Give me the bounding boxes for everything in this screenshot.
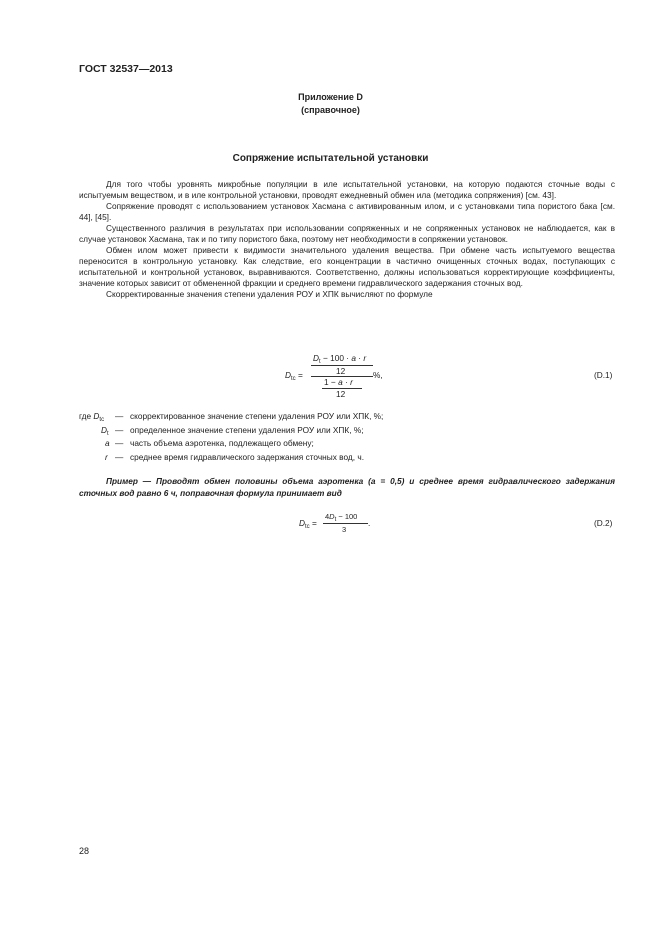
formula2-lhs: $D_{tc}$ = (299, 518, 317, 530)
formula1-inner-denominator: 12 (336, 366, 346, 376)
definition-text: среднее время гидравлического задержания сточных вод, ч. (130, 452, 365, 462)
definition-dash: — (115, 411, 124, 421)
paragraph: Для того чтобы уровнять микробные популяции в иле испытательной установки, на которую подаются сточные воды с испытуемым веществом, и в иле контрольной установки, проводят ежедневный обмен ила (методика сопряжения) [см. 43]. (79, 179, 615, 200)
definition-row: a (105, 438, 110, 448)
formula1-unit: %, (373, 370, 383, 380)
paragraph: Сопряжение проводят с использованием установок Хасмана с активированным илом, и с установками типа пористого бака [см. 44], [45]. (79, 201, 615, 222)
paragraph: Существенного различия в результатах при использовании сопряженных и не сопряженных установок не наблюдается, как в случае установок Хасмана, так и по типу пористого бака, поэтому нет необходимости в сопряжении установок. (79, 223, 615, 244)
body-paragraphs (79, 179, 615, 300)
definition-row: где $D_{tc}$ (79, 411, 105, 423)
paragraph: Обмен илом может привести к видимости значительного удаления вещества. При обмене часть испытуемого вещества переносится в контрольную установку. Как следствие, его концентрации в частично очищенных сточных водах, поступающих с испытательной и контрольной установок, выравниваются. Соответственно, должны использоваться корректирующие коэффициенты, значение которых зависит от обмененной фракции и среднего времени гидравлического задержания сточных вод. (79, 245, 615, 288)
annex-title: Приложение D (298, 92, 363, 102)
formula2-numerator: $4D_t - 100$ (325, 512, 358, 523)
formula2-fraction-line (323, 523, 368, 524)
annex-subtitle: (справочное) (301, 105, 360, 115)
definition-row: $D_t$ (101, 425, 109, 437)
page-number: 28 (79, 846, 90, 856)
paragraph: Скорректированные значения степени удаления РОУ и ХПК вычисляют по формуле (106, 289, 433, 299)
formula2-end: . (368, 518, 371, 528)
equation-number: (D.2) (594, 518, 613, 528)
formula1-lower-denominator: 12 (336, 389, 346, 399)
formula1-lower-numerator: 1 − a · r (324, 377, 353, 387)
formula1-inner-numerator: $D_t - 100 \cdot a \cdot r$ (313, 353, 367, 365)
definition-text: определенное значение степени удаления РОУ или ХПК, %; (130, 425, 364, 435)
formula2-denominator: 3 (342, 525, 347, 534)
definition-dash: — (115, 438, 124, 448)
definition-dash: — (115, 452, 124, 462)
document-code: ГОСТ 32537—2013 (79, 63, 173, 75)
example-note: Пример — Проводят обмен половины объема аэротенка (a = 0,5) и среднее время гидравлического задержания сточных вод равно 6 ч, поправочная формула принимает вид (79, 476, 615, 498)
formula1-lhs: $D_{tc}$ = (285, 370, 303, 382)
definition-dash: — (115, 425, 124, 435)
definition-text: часть объема аэротенка, подлежащего обмену; (130, 438, 314, 448)
section-title: Сопряжение испытательной установки (232, 153, 429, 164)
equation-number: (D.1) (594, 370, 613, 380)
definition-row: r (105, 452, 108, 462)
definition-text: скорректированное значение степени удаления РОУ или ХПК, %; (130, 411, 384, 421)
